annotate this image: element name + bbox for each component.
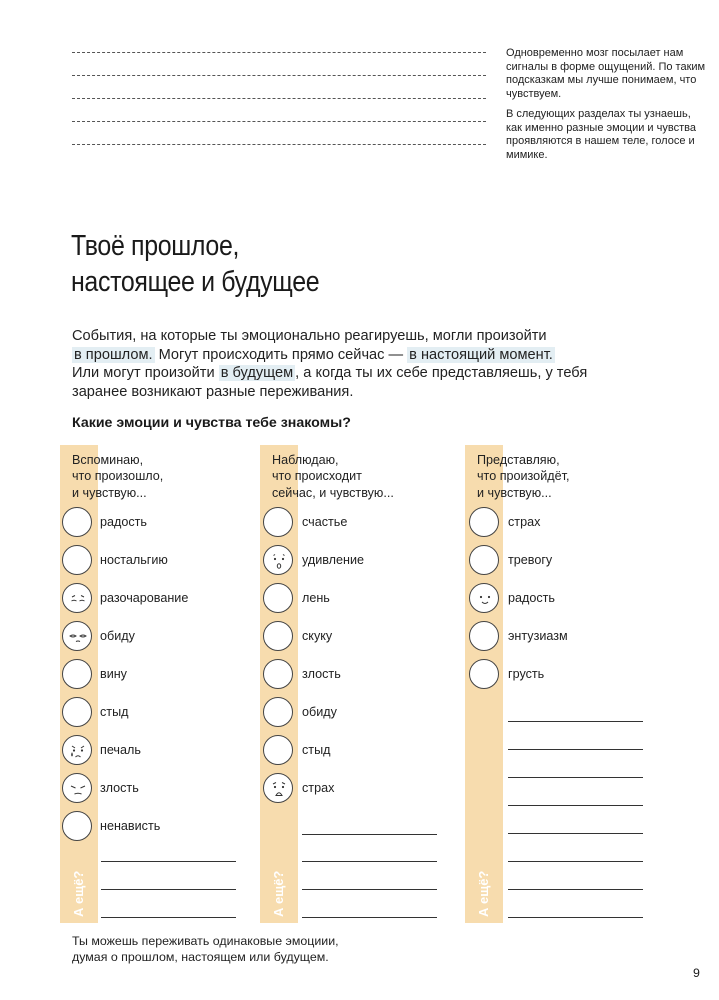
dashed-line[interactable] [72, 75, 486, 76]
emotion-label: разочарование [100, 591, 189, 605]
emotion-label: удивление [302, 553, 365, 567]
emotion-label: обиду [100, 629, 135, 643]
emotion-label: ностальгию [100, 553, 168, 567]
emotion-label: грусть [508, 667, 545, 681]
footer-line: думая о прошлом, настоящем или будущем. [72, 950, 329, 964]
page-title [71, 228, 319, 300]
dashed-line[interactable] [72, 121, 486, 122]
smile-face-icon [470, 584, 500, 614]
emotion-checkbox[interactable] [62, 659, 92, 689]
page-number: 9 [693, 966, 700, 980]
emotion-label: радость [100, 515, 147, 529]
angry-face-icon [63, 774, 93, 804]
more-label: А ещё? [71, 870, 86, 917]
emotion-label: лень [302, 591, 330, 605]
emotion-checkbox[interactable] [62, 545, 92, 575]
column-heading-line: и чувствую... [477, 485, 552, 500]
emotion-checkbox[interactable] [62, 773, 92, 803]
title-line-2: настоящее и будущее [71, 266, 320, 298]
disappointed-face-icon [63, 584, 93, 614]
emotion-checkbox[interactable] [62, 507, 92, 537]
more-label: А ещё? [271, 870, 286, 917]
column-heading-line: сейчас, и чувствую... [272, 485, 394, 500]
resentful-face-icon [63, 622, 93, 652]
emotion-checkbox[interactable] [263, 773, 293, 803]
emotion-checkbox[interactable] [263, 583, 293, 613]
write-in-line[interactable] [508, 777, 643, 778]
write-in-line[interactable] [508, 917, 643, 918]
emotion-checkbox[interactable] [263, 697, 293, 727]
write-in-line[interactable] [101, 889, 236, 890]
emotion-label: вину [100, 667, 127, 681]
emotion-label: злость [302, 667, 341, 681]
write-in-line[interactable] [508, 889, 643, 890]
intro-paragraph [72, 327, 612, 401]
emotion-checkbox[interactable] [62, 583, 92, 613]
column-heading-line: Представляю, [477, 453, 560, 467]
emotion-checkbox[interactable] [263, 621, 293, 651]
write-in-line[interactable] [101, 861, 236, 862]
footer-line: Ты можешь переживать одинаковые эмоциии, [72, 934, 339, 948]
sidebar-note-1: Одновременно мозг посылает нам сигналы в форме ощущений. По таким подсказкам мы лучше понимаем, что чувствуем. [506, 47, 706, 100]
highlight-past: в прошлом. [74, 346, 153, 363]
intro-text: Могут происходить прямо сейчас — [154, 346, 408, 363]
emotion-label: энтузиазм [508, 629, 568, 643]
emotion-checkbox[interactable] [469, 545, 499, 575]
sidebar-note-2: В следующих разделах ты узнаешь, как именно разные эмоции и чувства проявляются в нашем теле, голосе и мимике. [506, 108, 696, 161]
emotion-checkbox[interactable] [469, 507, 499, 537]
emotion-label: стыд [302, 743, 331, 757]
emotion-checkbox[interactable] [263, 735, 293, 765]
emotion-label: злость [100, 781, 139, 795]
emotion-checkbox[interactable] [469, 583, 499, 613]
write-in-line[interactable] [508, 721, 643, 722]
column-heading [72, 452, 222, 501]
emotion-label: печаль [100, 743, 141, 757]
write-in-line[interactable] [101, 917, 236, 918]
intro-text: , а когда ты их себе представляешь, у тебя заранее возникают разные переживания. [72, 365, 588, 400]
surprised-face-icon [264, 546, 294, 576]
emotion-checkbox[interactable] [62, 811, 92, 841]
emotion-label: ненависть [100, 819, 161, 833]
highlight-present: в настоящий момент. [409, 346, 553, 363]
column-heading [477, 452, 627, 501]
intro-text: Или могут произойти [72, 365, 219, 382]
emotion-checkbox[interactable] [263, 507, 293, 537]
write-in-line[interactable] [302, 861, 437, 862]
write-in-line[interactable] [508, 805, 643, 806]
emotion-label: обиду [302, 705, 337, 719]
emotion-checkbox[interactable] [263, 545, 293, 575]
column-heading-line: Вспоминаю, [72, 453, 144, 467]
emotion-label: тревогу [508, 553, 553, 567]
emotion-checkbox[interactable] [469, 659, 499, 689]
column-heading-line: и чувствую... [72, 485, 147, 500]
column-heading-line: что произошло, [72, 469, 164, 484]
emotion-checkbox[interactable] [62, 697, 92, 727]
write-in-line[interactable] [508, 833, 643, 834]
write-in-line[interactable] [302, 889, 437, 890]
title-line-1: Твоё прошлое, [71, 230, 240, 262]
more-label: А ещё? [476, 870, 491, 917]
emotion-label: скуку [302, 629, 333, 643]
emotion-label: страх [508, 515, 541, 529]
intro-text: События, на которые ты эмоционально реагируешь, могли произойти [72, 328, 547, 344]
footer-note [72, 933, 339, 965]
dashed-line[interactable] [72, 52, 486, 53]
dashed-line[interactable] [72, 98, 486, 99]
column-heading-line: Наблюдаю, [272, 453, 339, 467]
write-in-line[interactable] [508, 749, 643, 750]
scared-face-icon [264, 774, 294, 804]
column-heading [272, 452, 422, 501]
emotion-label: страх [302, 781, 335, 795]
highlight-future: в будущем [220, 365, 294, 382]
section-question: Какие эмоции и чувства тебе знакомы? [72, 415, 351, 431]
dashed-line[interactable] [72, 144, 486, 145]
emotion-label: радость [508, 591, 555, 605]
column-heading-line: что происходит [272, 469, 362, 484]
write-in-line[interactable] [302, 917, 437, 918]
write-in-line[interactable] [508, 861, 643, 862]
column-heading-line: что произойдёт, [477, 469, 570, 484]
write-in-line[interactable] [302, 834, 437, 835]
emotion-checkbox[interactable] [469, 621, 499, 651]
emotion-label: стыд [100, 705, 129, 719]
emotion-checkbox[interactable] [263, 659, 293, 689]
emotion-checkbox[interactable] [62, 735, 92, 765]
emotion-label: счастье [302, 515, 348, 529]
emotion-checkbox[interactable] [62, 621, 92, 651]
sad-face-icon [63, 736, 93, 766]
